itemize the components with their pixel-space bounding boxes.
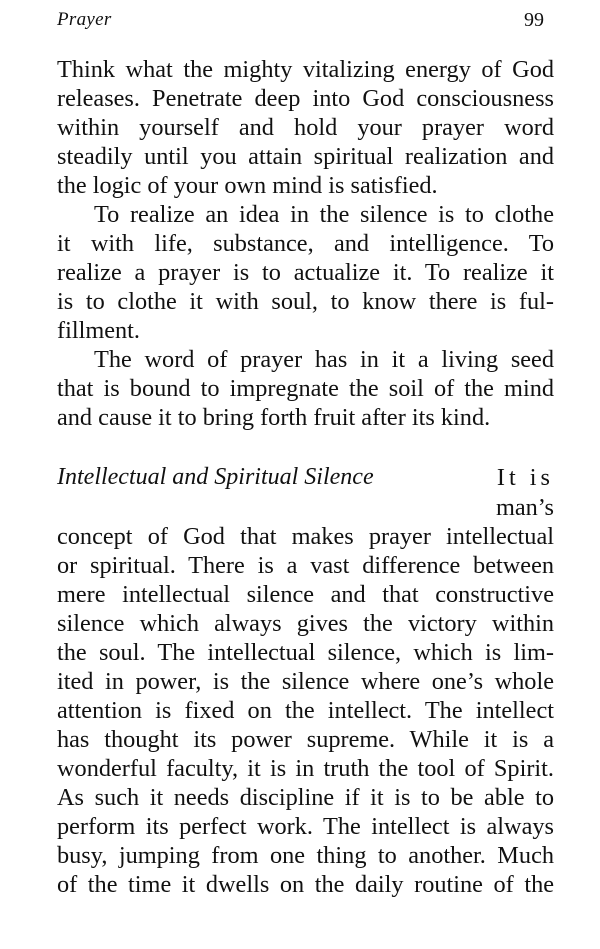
text-line: the logic of your own mind is satisfied. xyxy=(57,172,438,199)
page-number: 99 xyxy=(524,9,544,31)
text-line: has thought its power supreme. While it is a xyxy=(57,726,554,753)
text-line: the soul. The intellectual silence, which is lim- xyxy=(57,639,554,666)
text-line: within yourself and hold your prayer word xyxy=(57,114,554,141)
running-title: Prayer xyxy=(57,9,112,30)
text-line: realize a prayer is to actualize it. To realize it xyxy=(57,259,554,286)
text-line: concept of God that makes prayer intellectual xyxy=(57,523,554,550)
text-line: that is bound to impregnate the soil of the mind xyxy=(57,375,554,402)
section-heading-row xyxy=(57,463,554,493)
run-in-text: It is xyxy=(496,464,554,491)
text-line: is to clothe it with soul, to know there is ful- xyxy=(57,288,554,315)
paragraph-2 xyxy=(57,200,554,345)
section-heading: Intellectual and Spiritual Silence xyxy=(57,464,374,490)
running-head xyxy=(0,0,600,40)
run-in-text-2: man’s xyxy=(495,494,554,521)
text-line: busy, jumping from one thing to another. Much xyxy=(57,842,554,869)
text-line: attention is fixed on the intellect. The intellect xyxy=(57,697,554,724)
paragraph-1 xyxy=(57,55,554,200)
paragraph-3 xyxy=(57,345,554,432)
text-line: mere intellectual silence and that constructive xyxy=(57,581,554,608)
text-line: steadily until you attain spiritual realization and xyxy=(57,143,554,170)
section-body xyxy=(57,522,554,899)
text-line: The word of prayer has in it a living seed xyxy=(94,346,554,373)
text-line: wonderful faculty, it is in truth the tool of Spirit. xyxy=(57,755,554,782)
text-line: As such it needs discipline if it is to be able to xyxy=(57,784,554,811)
text-line: releases. Penetrate deep into God consciousness xyxy=(57,85,554,112)
text-line: To realize an idea in the silence is to clothe xyxy=(94,201,554,228)
text-line: it with life, substance, and intelligence. To xyxy=(57,230,554,257)
text-line: ited in power, is the silence where one’s whole xyxy=(57,668,554,695)
text-line: silence which always gives the victory within xyxy=(57,610,554,637)
text-line: Think what the mighty vitalizing energy of God xyxy=(57,56,554,83)
text-line: fillment. xyxy=(57,317,140,344)
text-line: of the time it dwells on the daily routine of the xyxy=(57,871,554,898)
text-line: and cause it to bring forth fruit after its kind. xyxy=(57,404,491,431)
text-line: perform its perfect work. The intellect is always xyxy=(57,813,554,840)
text-line: or spiritual. There is a vast difference between xyxy=(57,552,554,579)
